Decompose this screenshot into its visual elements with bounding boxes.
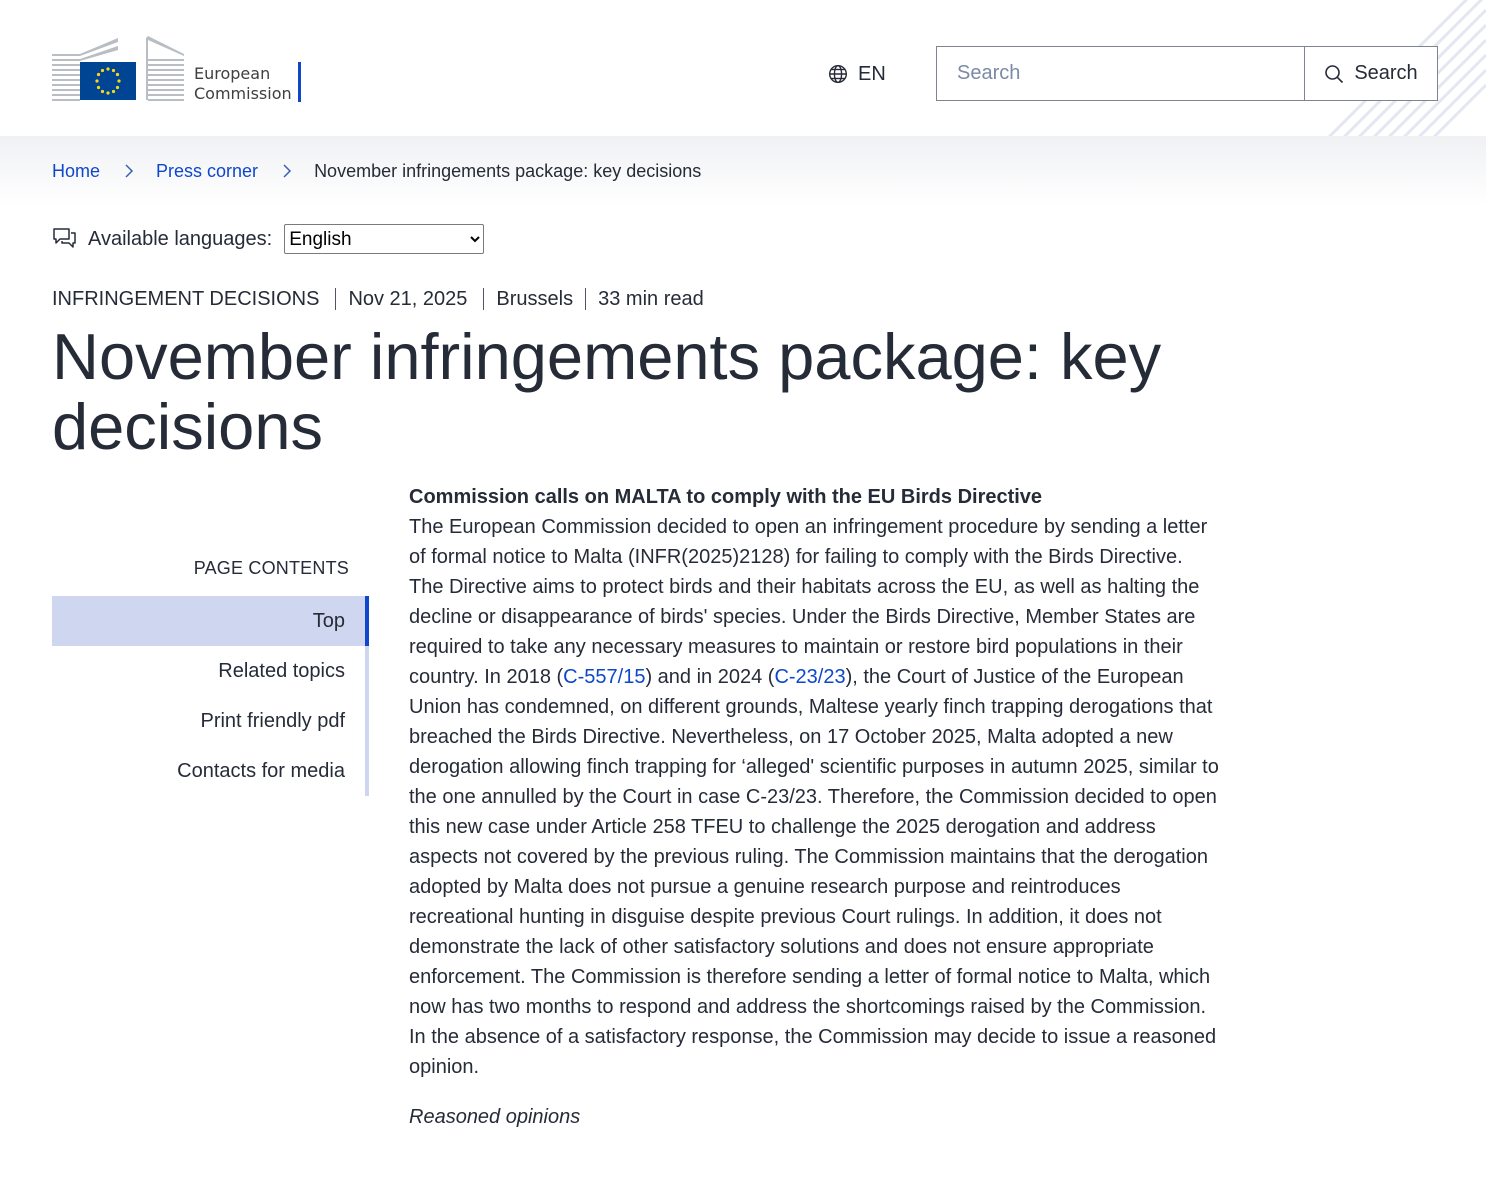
search-icon <box>1324 64 1344 84</box>
article-text-part-1: The European Commission decided to open an infringement procedure by sending a letter of formal notice to Malta (INFR(2025)2128) for failing to comply with the Birds Directive. The Directive aims to protect birds and their habitats across the EU, as well as halting the decline or disappearance of birds' species. Under the Birds Directive, Member States are required to take any necessary measures to maintain or restore bird populations in their country. In 2018 ( <box>409 516 1208 688</box>
case-link-c-23-23[interactable]: C-23/23 <box>774 666 846 688</box>
toc-item-print-friendly-pdf[interactable] <box>52 696 365 746</box>
chevron-right-icon <box>124 163 134 179</box>
page-contents-heading: PAGE CONTENTS <box>193 558 349 578</box>
meta-category: INFRINGEMENT DECISIONS <box>52 288 320 310</box>
available-languages-label: Available languages: <box>88 227 273 250</box>
language-switcher[interactable] <box>828 58 886 90</box>
article-lead-title: Commission calls on MALTA to comply with the EU Birds Directive <box>409 486 1043 508</box>
toc-item-label: Related topics <box>218 659 345 682</box>
search-input[interactable] <box>937 47 1304 100</box>
logo-text <box>194 64 292 104</box>
breadcrumb <box>52 158 701 184</box>
language-code: EN <box>858 62 886 85</box>
european-commission-logo[interactable] <box>52 34 312 106</box>
article-text-part-3: ), the Court of Justice of the European Union has condemned, on different grounds, Maltese yearly finch trapping derogations that breached the Birds Directive. Nevertheless, on 17 October 2025, Malta adopted a new derogation allowing finch trapping for ‘alleged' scientific purposes in autumn 2025, similar to the one annulled by the Court in case C-23/23. Therefore, the Commission decided to open this new case under Article 258 TFEU to challenge the 2025 derogation and address aspects not covered by the previous ruling. The Commission maintains that the derogation adopted by Malta does not pursue a genuine research purpose and reintroduces recreational hunting in disguise despite previous Court rulings. In addition, it does not demonstrate the lack of other satisfactory solutions and does not ensure appropriate enforcement. The Commission is therefore sending a letter of formal notice to Malta, which now has two months to respond and address the shortcomings raised by the Commission. In the absence of a satisfactory response, the Commission may decide to issue a reasoned opinion. <box>409 666 1219 1078</box>
logo-building-icon <box>52 34 194 106</box>
logo-line-1: European <box>194 64 271 83</box>
toc-item-label: Top <box>312 609 345 632</box>
logo-line-2: Commission <box>194 84 292 103</box>
breadcrumb-current: November infringements package: key decisions <box>314 160 702 181</box>
article-paragraph <box>409 512 1219 1082</box>
toc-item-top[interactable] <box>52 596 365 646</box>
meta-date: Nov 21, 2025 <box>335 288 483 310</box>
available-languages <box>52 222 484 256</box>
language-select[interactable] <box>284 224 484 254</box>
toc-item-related-topics[interactable] <box>52 646 365 696</box>
search-field <box>936 46 1304 101</box>
search-button-label: Search <box>1354 62 1418 84</box>
search-button[interactable] <box>1304 46 1438 101</box>
toc-item-label: Contacts for media <box>177 759 345 782</box>
globe-icon <box>828 64 848 84</box>
page-title: November infringements package: key decisions <box>52 320 1162 463</box>
speech-bubbles-icon <box>52 227 78 251</box>
article-meta <box>52 286 716 312</box>
toc-active-indicator <box>365 596 369 646</box>
logo-accent-bar <box>298 62 301 102</box>
toc-item-contacts-for-media[interactable] <box>52 746 365 796</box>
meta-place: Brussels <box>483 288 585 310</box>
toc-item-label: Print friendly pdf <box>200 709 345 732</box>
article-body <box>409 482 1219 1132</box>
section-subhead: Reasoned opinions <box>409 1106 581 1128</box>
site-header <box>0 0 1486 136</box>
chevron-right-icon <box>282 163 292 179</box>
page-contents-nav <box>52 596 369 796</box>
meta-read-time: 33 min read <box>585 288 716 310</box>
breadcrumb-press-corner[interactable]: Press corner <box>156 160 259 181</box>
article-text-part-2: ) and in 2024 ( <box>645 666 775 688</box>
breadcrumb-home[interactable]: Home <box>52 160 101 181</box>
case-link-c-557-15[interactable]: C-557/15 <box>563 666 646 688</box>
